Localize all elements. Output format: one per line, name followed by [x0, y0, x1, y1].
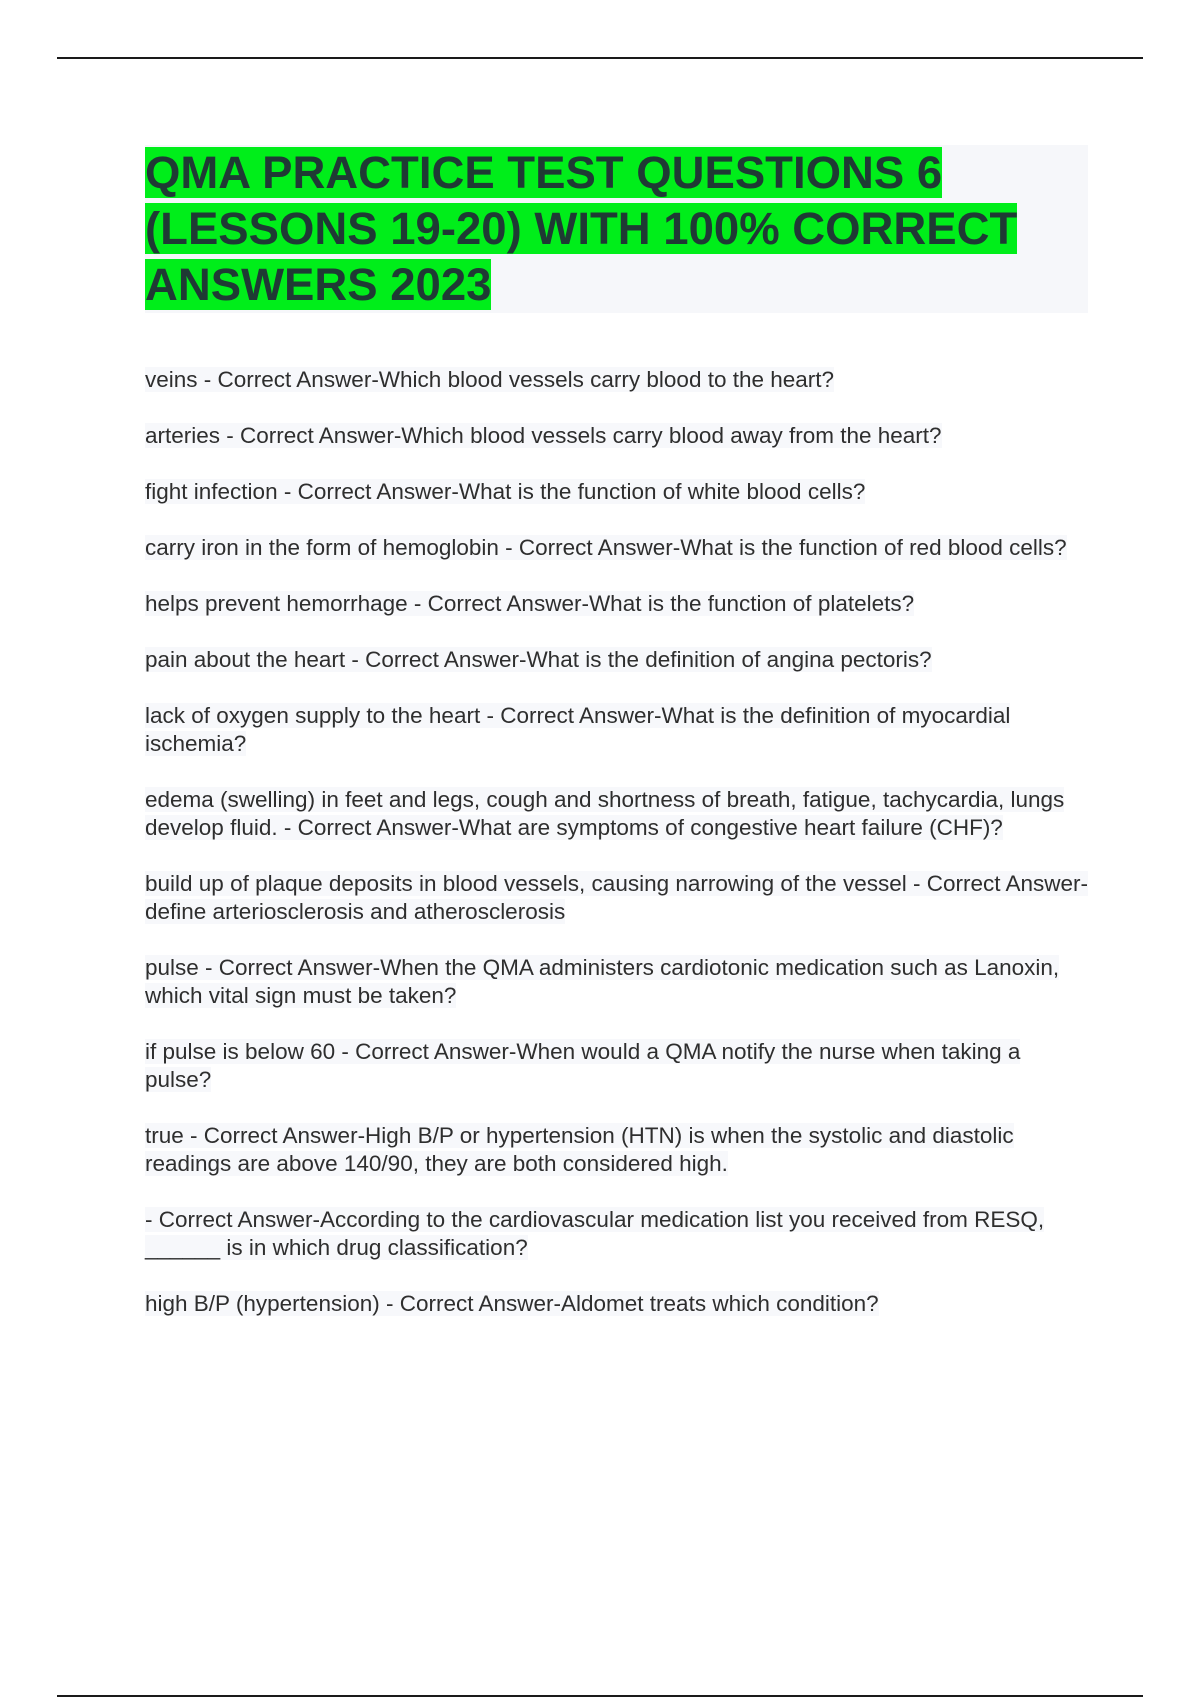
qa-item: pain about the heart - Correct Answer-What is the definition of angina pectoris?	[145, 647, 932, 672]
top-rule	[57, 57, 1143, 59]
qa-item: lack of oxygen supply to the heart - Correct Answer-What is the definition of myocardial ischemia?	[145, 703, 1011, 756]
qa-item: pulse - Correct Answer-When the QMA administers cardiotonic medication such as Lanoxin, which vital sign must be taken?	[145, 955, 1060, 1008]
qa-item: arteries - Correct Answer-Which blood vessels carry blood away from the heart?	[145, 423, 942, 448]
qa-item: edema (swelling) in feet and legs, cough and shortness of breath, fatigue, tachycardia, lungs develop fluid. - Correct Answer-What are symptoms of congestive heart failure (CHF)?	[145, 787, 1065, 840]
qa-item: true - Correct Answer-High B/P or hypertension (HTN) is when the systolic and diastolic readings are above 140/90, they are both considered high.	[145, 1123, 1014, 1176]
qa-item: veins - Correct Answer-Which blood vessels carry blood to the heart?	[145, 367, 835, 392]
title-line-3: ANSWERS 2023	[145, 259, 492, 310]
qa-item: fight infection - Correct Answer-What is the function of white blood cells?	[145, 479, 866, 504]
qa-item: high B/P (hypertension) - Correct Answer-Aldomet treats which condition?	[145, 1291, 879, 1316]
qa-item: carry iron in the form of hemoglobin - Correct Answer-What is the function of red blood cells?	[145, 535, 1067, 560]
qa-item: - Correct Answer-According to the cardiovascular medication list you received from RESQ, ______ is in which drug classification?	[145, 1207, 1045, 1260]
qa-item: build up of plaque deposits in blood vessels, causing narrowing of the vessel - Correct Answer-define arteriosclerosis and atherosclerosis	[145, 871, 1089, 924]
qa-item: helps prevent hemorrhage - Correct Answer-What is the function of platelets?	[145, 591, 915, 616]
document-title	[145, 145, 1088, 313]
title-line-2: (LESSONS 19-20) WITH 100% CORRECT	[145, 203, 1018, 254]
title-block	[145, 145, 1088, 313]
qa-item: if pulse is below 60 - Correct Answer-When would a QMA notify the nurse when taking a pulse?	[145, 1039, 1021, 1092]
bottom-rule	[57, 1695, 1143, 1697]
title-line-1: QMA PRACTICE TEST QUESTIONS 6	[145, 147, 943, 198]
qa-list	[145, 366, 1090, 1346]
